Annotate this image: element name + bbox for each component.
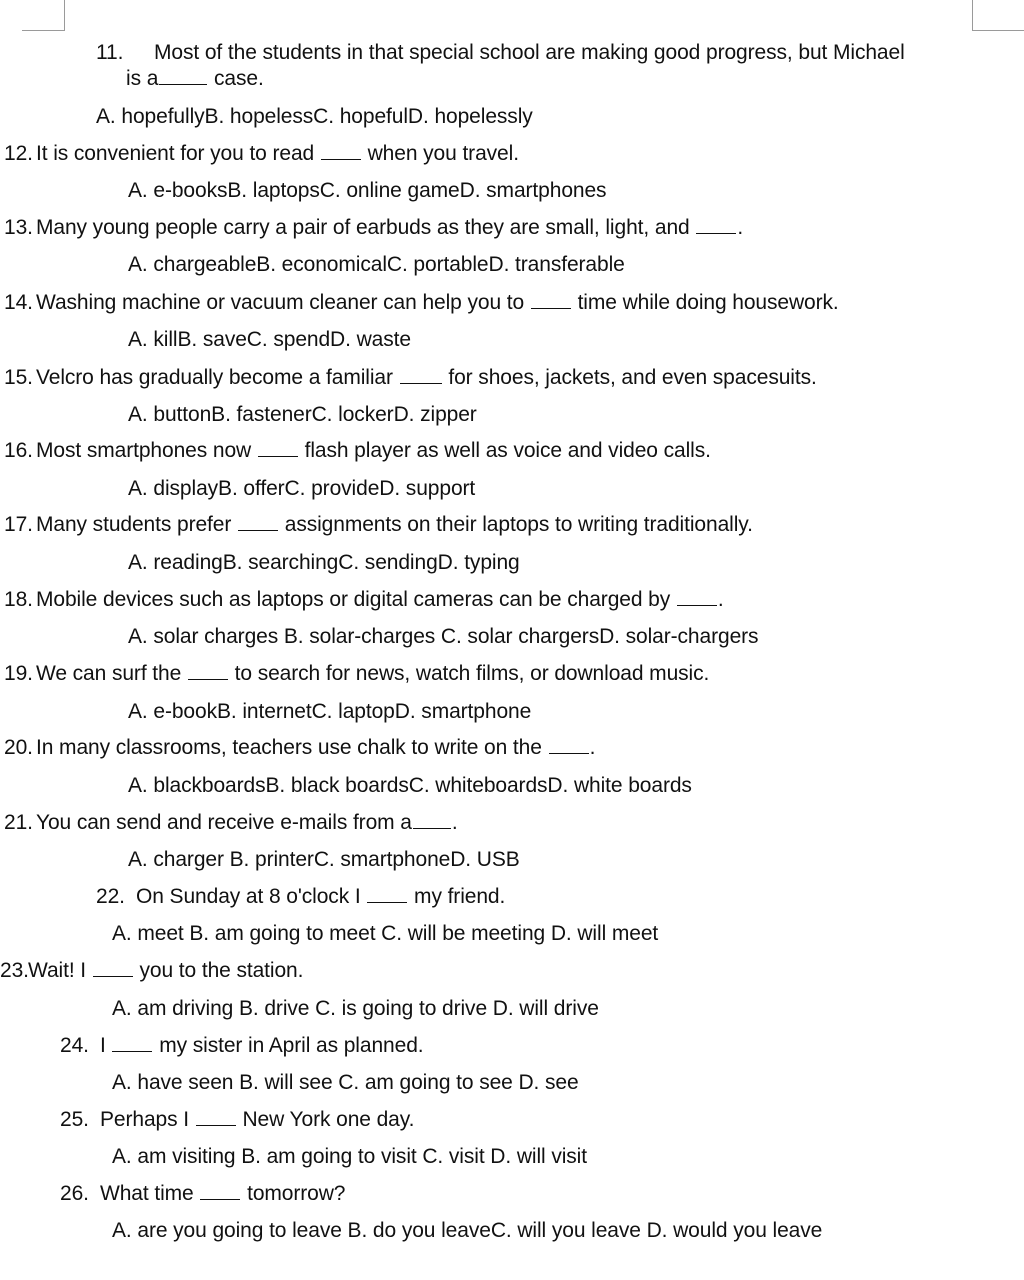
- answer-blank: [112, 1033, 152, 1052]
- answer-options: A. charger B. printerC. smartphoneD. USB: [128, 848, 520, 871]
- question-number: 11.: [96, 41, 124, 64]
- question-25-options: [112, 1144, 587, 1170]
- question-text: What time: [100, 1182, 200, 1205]
- answer-blank: [413, 810, 451, 829]
- question-text: you to the station.: [133, 959, 304, 982]
- answer-options: A. buttonB. fastenerC. lockerD. zipper: [128, 403, 477, 426]
- question-text: New York one day.: [236, 1108, 415, 1131]
- question-number: 21.: [4, 811, 33, 834]
- question-16: [4, 438, 711, 464]
- answer-options: A. are you going to leave B. do you leaveC. will you leave D. would you leave: [112, 1219, 823, 1242]
- answer-options: A. readingB. searchingC. sendingD. typing: [128, 551, 520, 574]
- answer-blank: [238, 512, 278, 531]
- question-18: [4, 587, 724, 613]
- answer-blank: [93, 958, 133, 977]
- question-text: It is convenient for you to read: [36, 142, 320, 165]
- question-number: 23.: [0, 959, 29, 982]
- question-text: You can send and receive e-mails from a: [36, 811, 412, 834]
- question-23: [0, 958, 303, 984]
- question-text: Most smartphones now: [36, 439, 257, 462]
- question-15-options: [128, 402, 477, 428]
- answer-blank: [677, 587, 717, 606]
- question-26-options: [112, 1218, 822, 1244]
- question-number: 13.: [4, 216, 33, 239]
- question-text: tomorrow?: [241, 1182, 346, 1205]
- question-20-options: [128, 773, 692, 799]
- question-13-options: [128, 252, 625, 278]
- answer-blank: [549, 735, 589, 754]
- answer-blank: [188, 661, 228, 680]
- question-text: .: [737, 216, 744, 239]
- answer-blank: [321, 141, 361, 160]
- question-11-options: [96, 104, 533, 130]
- question-text: Many young people carry a pair of earbuds as they are small, light, and: [36, 216, 696, 239]
- question-17-options: [128, 550, 520, 576]
- question-26: [60, 1181, 345, 1207]
- question-number: 24.: [60, 1034, 89, 1057]
- question-number: 22.: [96, 885, 125, 908]
- question-text: Washing machine or vacuum cleaner can help you to: [36, 291, 530, 314]
- question-11-line2: [126, 66, 264, 92]
- answer-options: A. am driving B. drive C. is going to drive D. will drive: [112, 997, 599, 1020]
- answer-options: A. solar charges B. solar-charges C. solar chargersD. solar-chargers: [128, 625, 759, 648]
- corner-crop-mark-left: [22, 0, 65, 31]
- question-15: [4, 365, 817, 391]
- question-14-options: [128, 327, 411, 353]
- answer-options: A. e-booksB. laptopsC. online gameD. smartphones: [128, 179, 607, 202]
- question-text: case.: [208, 67, 264, 90]
- question-text: Mobile devices such as laptops or digital cameras can be charged by: [36, 588, 676, 611]
- question-11: [96, 40, 905, 66]
- question-number: 16.: [4, 439, 33, 462]
- question-number: 25.: [60, 1108, 89, 1131]
- answer-blank: [200, 1181, 240, 1200]
- question-text: Most of the students in that special school are making good progress, but Michael: [154, 41, 905, 64]
- question-text: On Sunday at 8 o'clock I: [136, 885, 367, 908]
- answer-options: A. blackboardsB. black boardsC. whiteboardsD. white boards: [128, 774, 692, 797]
- answer-options: A. e-bookB. internetC. laptopD. smartphone: [128, 700, 532, 723]
- question-text: Many students prefer: [36, 513, 237, 536]
- question-18-options: [128, 624, 758, 650]
- question-22-options: [112, 921, 658, 947]
- question-16-options: [128, 476, 475, 502]
- question-14: [4, 290, 839, 316]
- answer-options: A. killB. saveC. spendD. waste: [128, 328, 411, 351]
- answer-blank: [196, 1107, 236, 1126]
- question-text: my friend.: [408, 885, 506, 908]
- question-text: I: [100, 1034, 112, 1057]
- answer-blank: [696, 215, 736, 234]
- question-19-options: [128, 699, 531, 725]
- answer-blank: [159, 66, 207, 85]
- question-text: time while doing housework.: [571, 291, 839, 314]
- question-25: [60, 1107, 414, 1133]
- question-20: [4, 735, 595, 761]
- question-text: when you travel.: [361, 142, 519, 165]
- answer-blank: [400, 365, 442, 384]
- question-text: .: [451, 811, 458, 834]
- question-number: 18.: [4, 588, 33, 611]
- question-text: Wait! I: [28, 959, 92, 982]
- question-text: is a: [126, 67, 159, 90]
- answer-options: A. chargeableB. economicalC. portableD. transferable: [128, 253, 625, 276]
- question-19: [4, 661, 709, 687]
- answer-blank: [258, 438, 298, 457]
- question-text: for shoes, jackets, and even spacesuits.: [442, 366, 817, 389]
- question-21: [4, 810, 458, 836]
- question-text: assignments on their laptops to writing traditionally.: [279, 513, 753, 536]
- question-text: In many classrooms, teachers use chalk to write on the: [36, 736, 548, 759]
- question-24: [60, 1033, 424, 1059]
- question-number: 12.: [4, 142, 33, 165]
- answer-options: A. displayB. offerC. provideD. support: [128, 477, 476, 500]
- question-number: 20.: [4, 736, 33, 759]
- question-number: 19.: [4, 662, 33, 685]
- question-17: [4, 512, 753, 538]
- question-number: 14.: [4, 291, 33, 314]
- question-23-options: [112, 996, 599, 1022]
- question-number: 15.: [4, 366, 33, 389]
- question-number: 26.: [60, 1182, 89, 1205]
- question-text: Perhaps I: [100, 1108, 195, 1131]
- question-text: my sister in April as planned.: [153, 1034, 424, 1057]
- answer-options: A. have seen B. will see C. am going to see D. see: [112, 1071, 579, 1094]
- answer-blank: [531, 290, 571, 309]
- question-text: flash player as well as voice and video calls.: [298, 439, 711, 462]
- question-text: Velcro has gradually become a familiar: [36, 366, 399, 389]
- question-13: [4, 215, 743, 241]
- question-24-options: [112, 1070, 579, 1096]
- question-12-options: [128, 178, 606, 204]
- answer-options: A. am visiting B. am going to visit C. visit D. will visit: [112, 1145, 587, 1168]
- answer-blank: [367, 884, 407, 903]
- question-22: [96, 884, 505, 910]
- question-21-options: [128, 847, 520, 873]
- question-text: to search for news, watch films, or download music.: [228, 662, 710, 685]
- question-12: [4, 141, 519, 167]
- question-text: .: [717, 588, 724, 611]
- answer-options: A. meet B. am going to meet C. will be meeting D. will meet: [112, 922, 659, 945]
- question-number: 17.: [4, 513, 33, 536]
- question-text: .: [589, 736, 596, 759]
- corner-crop-mark-right: [972, 0, 1024, 31]
- question-text: We can surf the: [36, 662, 187, 685]
- answer-options: A. hopefullyB. hopelessC. hopefulD. hopelessly: [96, 105, 533, 128]
